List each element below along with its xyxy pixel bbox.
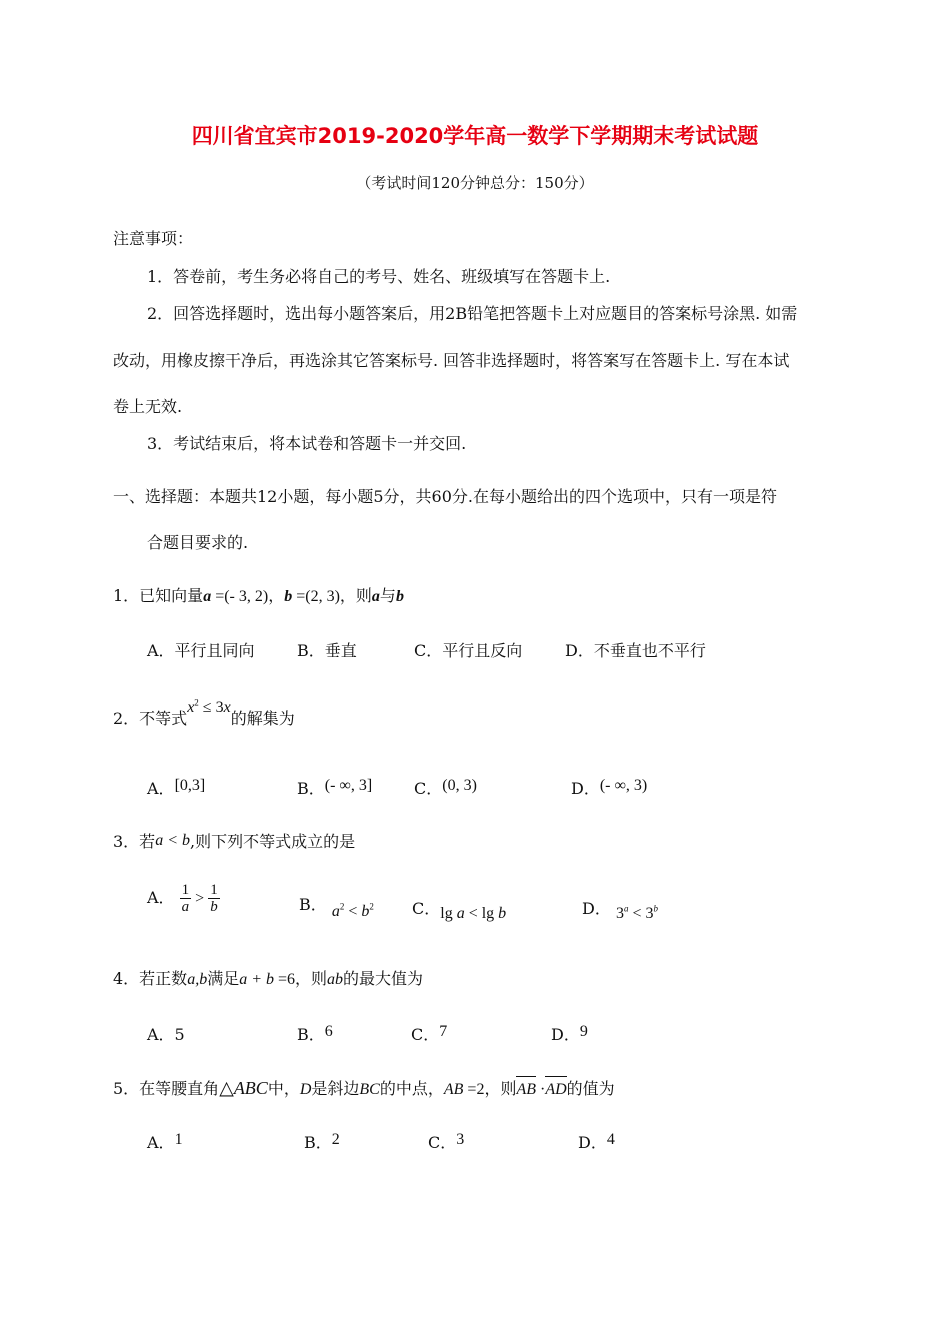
q1-prefix: 1．已知向量 (113, 586, 204, 605)
q3-c-a: a (456, 905, 465, 922)
q1-with: 与 (379, 586, 396, 605)
q2-option-a-label: A． (147, 779, 175, 798)
frac-den: b (210, 899, 218, 915)
q2-option-d-value: (- ∞, 3) (599, 777, 648, 794)
q1-option-c: C．平行且反向 (414, 641, 523, 660)
q3-option-c (412, 900, 506, 923)
vector-a: a (203, 588, 212, 605)
note-2-line-3: 卷上无效. (113, 397, 183, 416)
q2-option-d-label: D． (571, 779, 600, 798)
triangle-symbol: △ (219, 1078, 234, 1099)
q2-relation: ≤ 3 (198, 699, 224, 716)
q3-option-d-label: D． (582, 899, 611, 918)
q5-option-c (428, 1130, 464, 1153)
q2-option-c-value: (0, 3) (442, 777, 477, 794)
q4-option-d-value: 9 (579, 1023, 588, 1040)
q5-option-d-value: 4 (606, 1131, 615, 1148)
q3-b-lt: < (344, 903, 362, 920)
q3-prefix: 3．若 (113, 832, 156, 851)
q3-d-base1: 3 (615, 905, 624, 922)
q5-dot: · (536, 1081, 546, 1098)
q5-option-c-label: C． (428, 1133, 457, 1152)
q3-c-lg1: lg (440, 905, 457, 922)
q3-condition: a < b (155, 832, 190, 849)
q2-option-a-value: [0,3] (174, 777, 206, 794)
note-1: 1．答卷前，考生务必将自己的考号、姓名、班级填写在答题卡上. (147, 267, 611, 286)
q3-option-d (582, 900, 658, 923)
q4-option-c-value: 7 (439, 1023, 448, 1040)
q3-b-exp1: 2 (339, 901, 345, 912)
q2-option-b (297, 776, 372, 799)
q3-d-lt: < (628, 905, 646, 922)
q4-eq: a + b (239, 971, 274, 988)
q2-x: x (187, 699, 195, 716)
q5-prefix: 5．在等腰直角 (113, 1079, 220, 1098)
q4-mid2: ，则 (295, 969, 328, 988)
q5-option-a (147, 1130, 183, 1153)
q4-option-b (297, 1022, 333, 1045)
question-5 (113, 1076, 615, 1100)
note-2-line-2: 改动，用橡皮擦干净后，再选涂其它答案标号. 回答非选择题时，将答案写在答题卡上. 写在本试 (113, 351, 790, 370)
q2-prefix: 2．不等式 (113, 709, 188, 728)
question-2 (113, 697, 295, 729)
note-3: 3．考试结束后，将本试卷和答题卡一并交回. (147, 434, 467, 453)
q5-d: D (299, 1081, 312, 1098)
vector-a-value: =(- 3, 2) (211, 588, 269, 605)
q3-suffix: ,则下列不等式成立的是 (189, 832, 356, 851)
q4-vars: a,b (187, 971, 208, 988)
q3-b-exp2: 2 (369, 901, 374, 912)
q4-mid: 满足 (207, 969, 240, 988)
q4-suffix: 的最大值为 (343, 969, 424, 988)
q5-option-d-label: D． (578, 1133, 607, 1152)
q5-option-a-label: A． (147, 1133, 175, 1152)
q2-option-d (571, 776, 647, 799)
section-1-heading-cont: 合题目要求的. (147, 533, 249, 552)
q5-option-b-value: 2 (331, 1131, 340, 1148)
q4-option-d (551, 1022, 588, 1045)
q3-d-exp1: a (623, 903, 629, 914)
q4-option-a: A．5 (147, 1025, 185, 1044)
q5-ab-value: =2 (463, 1081, 485, 1098)
q3-option-a-label: A． (147, 888, 175, 907)
q3-option-a (147, 882, 220, 915)
q4-option-b-label: B． (297, 1025, 325, 1044)
q2-option-c-label: C． (414, 779, 443, 798)
q2-option-b-value: (- ∞, 3] (324, 777, 373, 794)
q4-option-c (411, 1022, 447, 1045)
q5-option-c-value: 3 (456, 1131, 465, 1148)
q3-b-a: a (331, 903, 340, 920)
page-title: 四川省宜宾市2019-2020学年高一数学下学期期末考试试题 (191, 124, 759, 148)
vector-b-value: =(2, 3) (292, 588, 340, 605)
q5-option-b-label: B． (304, 1133, 332, 1152)
q3-frac-2 (208, 882, 220, 915)
q5-mid2: 是斜边 (311, 1079, 360, 1098)
q5-mid3: 的中点， (379, 1079, 444, 1098)
q2-exp: 2 (194, 697, 199, 708)
frac-num: 1 (210, 882, 218, 898)
q1-mid: ，则 (339, 586, 372, 605)
q3-frac-1 (180, 882, 192, 915)
vector-ab: AB (516, 1081, 537, 1098)
q3-c-lg2: < lg (464, 905, 499, 922)
q1-sep: ， (268, 586, 285, 605)
q2-option-c (414, 776, 477, 799)
q4-ab: ab (327, 971, 344, 988)
frac-den: a (181, 899, 190, 915)
q5-bc: BC (359, 1081, 380, 1098)
q4-option-c-label: C． (411, 1025, 440, 1044)
q3-c-b: b (498, 905, 507, 922)
q2-x2: x (223, 699, 231, 716)
notes-heading: 注意事项： (113, 229, 194, 248)
q2-option-a (147, 776, 205, 799)
q5-suffix: 的值为 (566, 1079, 615, 1098)
q1-option-a: A．平行且同向 (147, 641, 255, 660)
exam-duration-note: （考试时间120分钟总分：150分） (356, 174, 594, 192)
question-3 (113, 829, 355, 852)
section-1-heading: 一、选择题：本题共12小题，每小题5分，共60分.在每小题给出的四个选项中，只有一项是符 (113, 487, 777, 506)
q1-option-b: B．垂直 (297, 641, 357, 660)
q3-option-b-label: B． (299, 895, 327, 914)
q2-option-b-label: B． (297, 779, 325, 798)
q3-option-c-label: C． (412, 899, 441, 918)
q3-d-exp2: b (653, 903, 658, 914)
q5-option-a-value: 1 (174, 1131, 183, 1148)
vector-ad: AD (545, 1081, 567, 1098)
frac-num: 1 (181, 882, 190, 898)
q5-abc: ABC (233, 1078, 268, 1098)
q5-option-b (304, 1130, 340, 1153)
q3-b-b: b (361, 903, 370, 920)
q2-suffix: 的解集为 (230, 709, 295, 728)
q5-option-d (578, 1130, 615, 1153)
q1-option-d: D．不垂直也不平行 (565, 641, 706, 660)
q3-d-base2: 3 (645, 905, 654, 922)
question-1 (113, 583, 404, 606)
vector-a-ref: a (371, 588, 380, 605)
q4-eq-value: =6 (274, 971, 296, 988)
note-2-line-1: 2．回答选择题时，选出每小题答案后，用2B铅笔把答题卡上对应题目的答案标号涂黑. 如需 (147, 304, 798, 323)
q5-mid4: ，则 (484, 1079, 517, 1098)
q4-prefix: 4．若正数 (113, 969, 188, 988)
question-4 (113, 966, 423, 989)
q5-ab: AB (443, 1081, 464, 1098)
q4-option-d-label: D． (551, 1025, 580, 1044)
vector-b: b (284, 588, 293, 605)
vector-b-ref: b (395, 588, 404, 605)
q3-option-b (299, 895, 374, 921)
q3-gt: > (191, 890, 209, 907)
q5-mid1: 中， (267, 1079, 300, 1098)
q4-option-b-value: 6 (324, 1023, 333, 1040)
